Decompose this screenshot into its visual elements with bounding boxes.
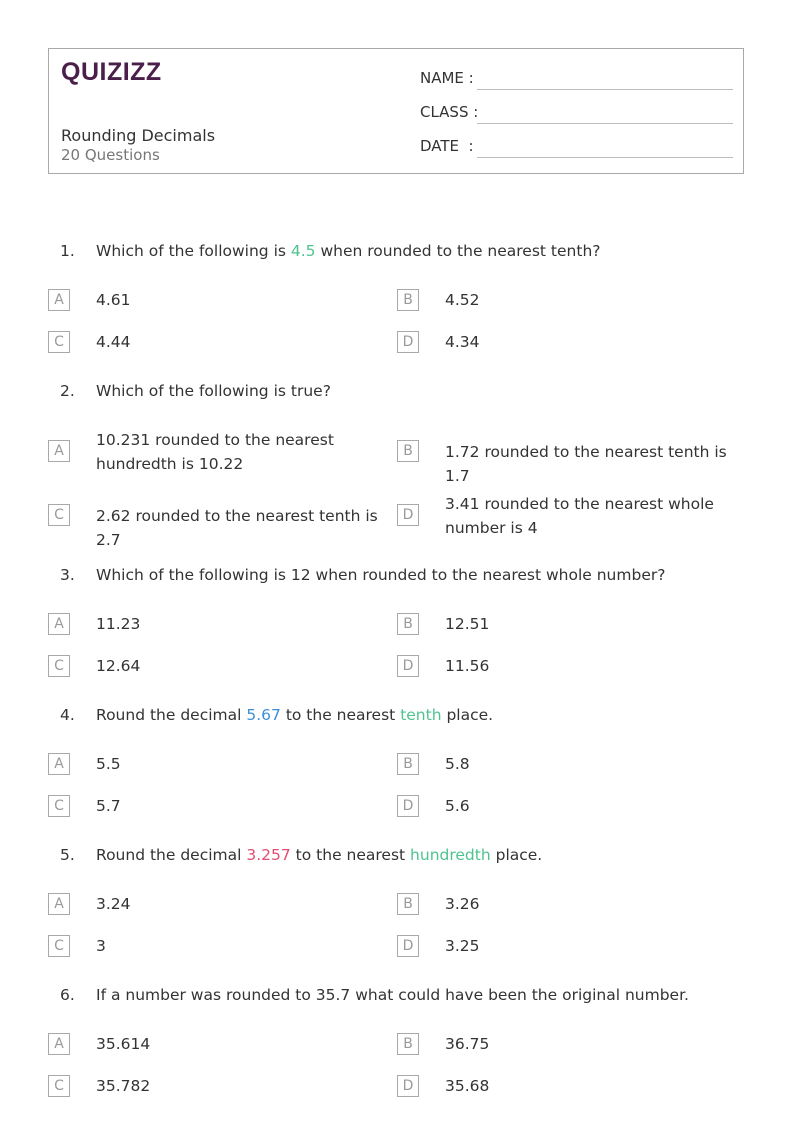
option-text: 12.64: [96, 657, 141, 675]
option-text: 3: [96, 937, 106, 955]
date-label: DATE :: [420, 137, 474, 155]
option-text: 5.7: [96, 797, 121, 815]
question-number: 4.: [60, 706, 75, 724]
option-letter-box[interactable]: B: [397, 289, 419, 311]
question-text: [96, 846, 542, 864]
option-letter-box[interactable]: D: [397, 504, 419, 526]
date-line[interactable]: [477, 157, 733, 158]
option-text: 36.75: [445, 1035, 490, 1053]
quizizz-logo: QUIZIZZ: [61, 58, 162, 86]
question-text: [96, 706, 493, 724]
option-letter-box[interactable]: D: [397, 655, 419, 677]
option-text: 11.23: [96, 615, 141, 633]
question-text-part: Round the decimal: [96, 846, 247, 864]
option-text: 5.6: [445, 797, 470, 815]
option-text: 35.614: [96, 1035, 151, 1053]
option-letter-box[interactable]: C: [48, 504, 70, 526]
question-text-part: Round the decimal: [96, 706, 247, 724]
option-letter-box[interactable]: D: [397, 331, 419, 353]
question-text-part: to the nearest: [290, 846, 411, 864]
name-line[interactable]: [477, 89, 733, 90]
option-letter-box[interactable]: A: [48, 753, 70, 775]
question-text-part: when rounded to the nearest tenth?: [315, 242, 601, 260]
option-letter-box[interactable]: C: [48, 331, 70, 353]
question-text-part: place.: [490, 846, 543, 864]
question-number: 2.: [60, 382, 75, 400]
option-text: 5.5: [96, 755, 121, 773]
question-text-part: to the nearest: [280, 706, 401, 724]
question-text: Which of the following is 12 when rounded to the nearest whole number?: [96, 566, 666, 584]
question-text: If a number was rounded to 35.7 what could have been the original number.: [96, 986, 689, 1004]
option-letter-box[interactable]: B: [397, 1033, 419, 1055]
class-line[interactable]: [477, 123, 733, 124]
option-text: 5.8: [445, 755, 470, 773]
option-text: 35.68: [445, 1077, 490, 1095]
worksheet-header: [48, 48, 744, 174]
option-letter-box[interactable]: B: [397, 613, 419, 635]
option-text: 4.44: [96, 333, 131, 351]
question-text-part: place.: [441, 706, 494, 724]
option-text: 3.25: [445, 937, 480, 955]
option-letter-box[interactable]: B: [397, 753, 419, 775]
option-letter-box[interactable]: C: [48, 1075, 70, 1097]
question-number: 6.: [60, 986, 75, 1004]
question-text: Which of the following is true?: [96, 382, 331, 400]
question-count: 20 Questions: [61, 146, 160, 164]
option-letter-box[interactable]: B: [397, 893, 419, 915]
option-letter-box[interactable]: A: [48, 613, 70, 635]
option-letter-box[interactable]: D: [397, 935, 419, 957]
highlighted-place: tenth: [400, 706, 442, 724]
question-number: 5.: [60, 846, 75, 864]
option-text: 3.41 rounded to the nearest whole number is 4: [445, 495, 714, 537]
option-letter-box[interactable]: C: [48, 935, 70, 957]
highlighted-number: 4.5: [290, 242, 316, 260]
name-label: NAME :: [420, 69, 474, 87]
option-letter-box[interactable]: C: [48, 795, 70, 817]
option-letter-box[interactable]: A: [48, 1033, 70, 1055]
question-number: 1.: [60, 242, 75, 260]
option-letter-box[interactable]: B: [397, 440, 419, 462]
question-number: 3.: [60, 566, 75, 584]
option-letter-box[interactable]: D: [397, 795, 419, 817]
option-letter-box[interactable]: A: [48, 440, 70, 462]
option-letter-box[interactable]: A: [48, 893, 70, 915]
option-letter-box[interactable]: A: [48, 289, 70, 311]
option-text: 11.56: [445, 657, 490, 675]
option-text: 12.51: [445, 615, 490, 633]
option-text: 3.26: [445, 895, 480, 913]
option-text: 1.72 rounded to the nearest tenth is 1.7: [445, 443, 727, 485]
option-text: 3.24: [96, 895, 131, 913]
option-letter-box[interactable]: D: [397, 1075, 419, 1097]
highlighted-number: 5.67: [246, 706, 281, 724]
option-letter-box[interactable]: C: [48, 655, 70, 677]
class-label: CLASS :: [420, 103, 479, 121]
option-text: 4.52: [445, 291, 480, 309]
worksheet-title: Rounding Decimals: [61, 126, 216, 145]
option-text: 4.34: [445, 333, 480, 351]
question-text: [96, 242, 601, 260]
highlighted-place: hundredth: [410, 846, 491, 864]
highlighted-number: 3.257: [246, 846, 291, 864]
option-text: 2.62 rounded to the nearest tenth is 2.7: [96, 507, 378, 549]
option-text: 35.782: [96, 1077, 151, 1095]
option-text: 4.61: [96, 291, 131, 309]
question-text-part: Which of the following is: [96, 242, 291, 260]
option-text: 10.231 rounded to the nearest hundredth is 10.22: [96, 431, 334, 473]
